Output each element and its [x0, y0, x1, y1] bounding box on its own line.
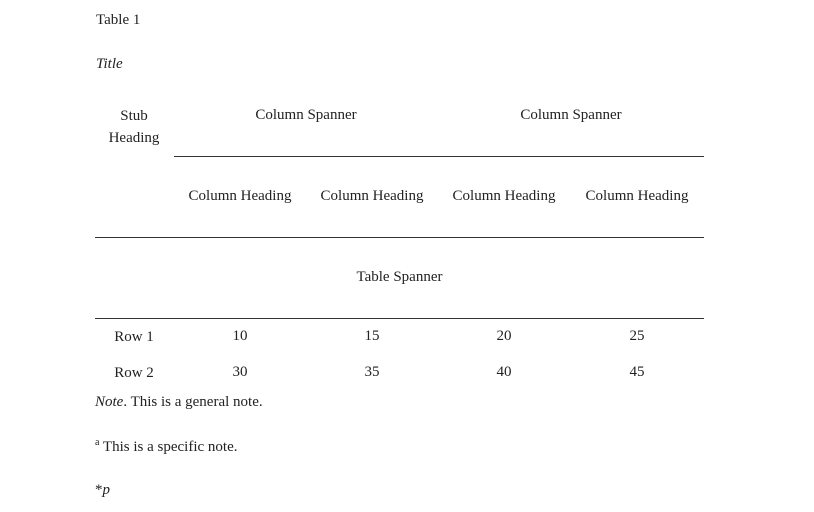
column-heading-4: Column Heading: [585, 188, 689, 204]
table-cell: 30: [232, 364, 248, 380]
column-heading-3: Column Heading: [452, 188, 556, 204]
table-spanner: Table Spanner: [356, 269, 443, 285]
table-cell: 20: [496, 328, 512, 344]
table-cell: 25: [629, 328, 645, 344]
general-note-text: . This is a general note.: [123, 394, 263, 410]
stub-heading-line2: Heading: [108, 130, 160, 146]
specific-note-marker: a: [95, 437, 100, 448]
probability-p: p: [102, 482, 110, 498]
column-heading-2: Column Heading: [320, 188, 424, 204]
table-cell: 35: [364, 364, 380, 380]
column-spanner-1: Column Spanner: [255, 107, 357, 123]
specific-note: [95, 437, 237, 456]
table-cell: 10: [232, 328, 248, 344]
column-spanner-2: Column Spanner: [520, 107, 622, 123]
table-title: Title: [96, 56, 123, 72]
body-rule: [95, 318, 704, 319]
specific-note-text: This is a specific note.: [99, 439, 238, 455]
general-note: [95, 394, 263, 411]
table-cell: 15: [364, 328, 380, 344]
general-note-label: Note: [95, 394, 124, 410]
row-stub: Row 1: [114, 329, 154, 345]
row-stub: Row 2: [114, 365, 154, 381]
spanner-rule: [174, 156, 704, 157]
table-cell: 40: [496, 364, 512, 380]
column-heading-1: Column Heading: [188, 188, 292, 204]
stub-heading: [96, 105, 172, 149]
table-cell: 45: [629, 364, 645, 380]
probability-star: *: [95, 482, 103, 498]
probability-note: [95, 482, 110, 499]
table-number: Table 1: [96, 12, 141, 28]
stub-heading-line1: Stub: [120, 108, 148, 124]
heading-rule: [95, 237, 704, 238]
